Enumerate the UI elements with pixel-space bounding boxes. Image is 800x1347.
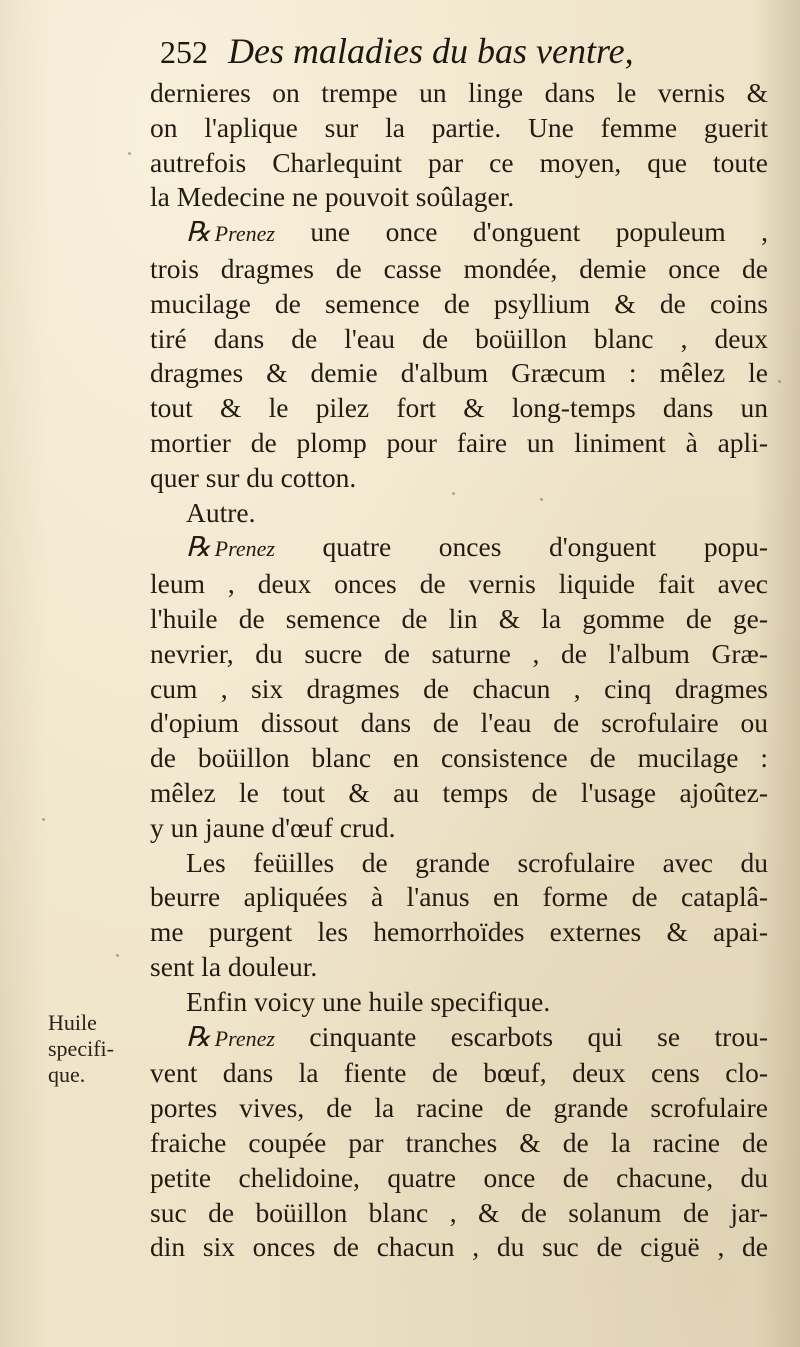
- line-text: dernieres on trempe un linge dans le vernis &: [150, 77, 768, 108]
- recipe-symbol: ℞: [186, 216, 211, 248]
- text-line: [150, 880, 768, 915]
- line-text: mêlez le tout & au temps de l'usage ajoûtez-: [150, 776, 768, 808]
- line-text: din six onces de chacun , du suc de ciguë , de: [150, 1231, 768, 1263]
- line-text: de boüillon blanc en consistence de mucilage :: [150, 742, 768, 774]
- text-line: [150, 322, 768, 357]
- text-line: [150, 1230, 768, 1265]
- margin-note-line: Huile: [48, 1010, 97, 1035]
- text-line: [150, 915, 768, 950]
- text-line: [150, 1091, 768, 1126]
- recipe-word: Prenez: [214, 221, 275, 247]
- text-line: [150, 76, 768, 111]
- text-line: [150, 950, 768, 985]
- line-text: tout & le pilez fort & long-temps dans un: [150, 392, 768, 424]
- text-line: [150, 1161, 768, 1196]
- line-text: Autre.: [186, 496, 256, 528]
- recipe-word: Prenez: [214, 1025, 275, 1051]
- line-text: cinquante escarbots qui se trou-: [309, 1020, 768, 1052]
- text-line: [150, 356, 768, 391]
- margin-note: [48, 1010, 138, 1088]
- recipe-symbol: ℞: [186, 531, 211, 563]
- line-text: tiré dans de l'eau de boüillon blanc , deux: [150, 322, 768, 354]
- text-line: [150, 776, 768, 811]
- text-line: [150, 1196, 768, 1231]
- text-line: [150, 496, 768, 531]
- text-line: [150, 672, 768, 707]
- line-text: fraiche coupée par tranches & de la racine de: [150, 1126, 768, 1158]
- line-text: portes vives, de la racine de grande scrofulaire: [150, 1092, 768, 1124]
- line-text: quatre onces d'onguent popu-: [322, 531, 768, 563]
- text-line: [150, 252, 768, 287]
- line-text: d'opium dissout dans de l'eau de scrofulaire ou: [150, 707, 768, 739]
- page-header: [160, 30, 760, 80]
- margin-note-line: specifi-: [48, 1036, 114, 1061]
- text-line: [150, 811, 768, 846]
- line-text: la Medecine ne pouvoit soûlager.: [150, 181, 515, 213]
- text-line: [150, 1020, 768, 1057]
- line-text: y un jaune d'œuf crud.: [150, 811, 396, 843]
- text-line: [150, 567, 768, 602]
- text-line: [150, 530, 768, 567]
- text-line: [150, 1126, 768, 1161]
- line-text: on l'aplique sur la partie. Une femme guerit: [150, 111, 768, 143]
- line-text: mortier de plomp pour faire un liniment à apli-: [150, 426, 768, 458]
- text-line: [150, 146, 768, 181]
- line-text: l'huile de semence de lin & la gomme de ge-: [150, 602, 768, 634]
- text-line: [150, 602, 768, 637]
- text-line: [150, 985, 768, 1020]
- text-line: [150, 846, 768, 881]
- text-line: [150, 706, 768, 741]
- line-text: dragmes & demie d'album Græcum : mêlez le: [150, 357, 768, 389]
- body-text: [150, 76, 768, 1265]
- line-text: une once d'onguent populeum ,: [310, 216, 769, 248]
- line-text: Les feüilles de grande scrofulaire avec du: [186, 846, 768, 878]
- text-line: [150, 287, 768, 322]
- line-text: nevrier, du sucre de saturne , de l'album Græ-: [150, 637, 768, 669]
- line-text: leum , deux onces de vernis liquide fait avec: [150, 568, 768, 600]
- recipe-symbol: ℞: [186, 1020, 211, 1052]
- line-text: suc de boüillon blanc , & de solanum de jar-: [150, 1196, 768, 1228]
- line-text: trois dragmes de casse mondée, demie once de: [150, 252, 768, 284]
- text-line: [150, 637, 768, 672]
- line-text: autrefois Charlequint par ce moyen, que toute: [150, 146, 768, 178]
- line-text: mucilage de semence de psyllium & de coins: [150, 287, 768, 319]
- text-line: [150, 1056, 768, 1091]
- margin-note-line: que.: [48, 1062, 86, 1087]
- line-text: cum , six dragmes de chacun , cinq dragmes: [150, 672, 768, 704]
- running-title: Des maladies du bas ventre,: [228, 31, 634, 71]
- text-line: [150, 215, 768, 252]
- line-text: vent dans la fiente de bœuf, deux cens clo-: [150, 1057, 768, 1089]
- line-text: me purgent les hemorrhoïdes externes & apai-: [150, 916, 768, 948]
- text-line: [150, 180, 768, 215]
- text-line: [150, 426, 768, 461]
- line-text: petite chelidoine, quatre once de chacune, du: [150, 1161, 768, 1193]
- text-line: [150, 391, 768, 426]
- text-line: [150, 741, 768, 776]
- line-text: quer sur du cotton.: [150, 461, 357, 493]
- line-text: beurre apliquées à l'anus en forme de cataplâ-: [150, 881, 768, 913]
- recipe-word: Prenez: [214, 536, 275, 562]
- text-line: [150, 461, 768, 496]
- text-line: [150, 111, 768, 146]
- line-text: Enfin voicy une huile specifique.: [186, 985, 551, 1017]
- page-number: 252: [160, 34, 208, 70]
- line-text: sent la douleur.: [150, 950, 318, 982]
